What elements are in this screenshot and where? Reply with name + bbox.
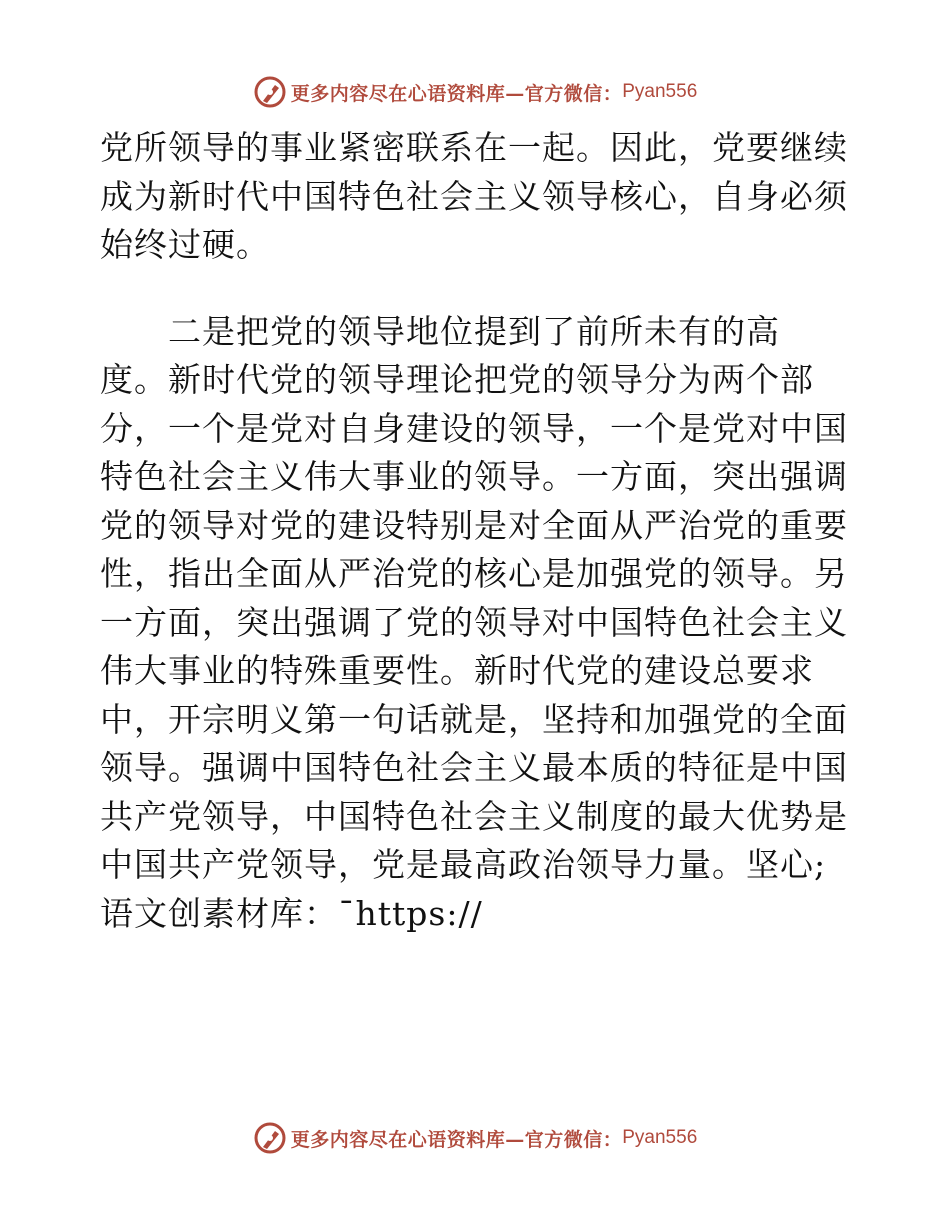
text-line: 中，开宗明义第一句话就是，坚持和加强党的全面 — [100, 699, 848, 739]
paragraph-2 — [100, 308, 848, 939]
text-line: 领导。强调中国特色社会主义最本质的特征是中国 — [100, 748, 848, 787]
text-line: 特色社会主义伟大事业的领导。一方面，突出强调 — [100, 457, 848, 496]
paragraph-1 — [100, 124, 848, 270]
text-line: 党的领导对党的建设特别是对全面从严治党的重要 — [100, 505, 848, 545]
banner-text: 更多内容尽在心语资料库—官方微信： — [290, 1128, 623, 1151]
text-line: 始终过硬。 — [100, 225, 270, 264]
header-banner — [0, 72, 950, 112]
text-line: 共产党领导，中国特色社会主义制度的最大优势是 — [100, 796, 848, 836]
pen-logo-icon — [253, 1121, 287, 1155]
text-line: 语文创素材库：¯https:// — [100, 893, 483, 933]
document-body — [100, 124, 848, 938]
text-line: 分，一个是党对自身建设的领导，一个是党对中国 — [100, 408, 848, 448]
pen-logo-icon — [253, 75, 287, 109]
text-line: 一方面，突出强调了党的领导对中国特色社会主义 — [100, 602, 848, 642]
text-line: 性，指出全面从严治党的核心是加强党的领导。另 — [100, 554, 848, 593]
text-line: 党所领导的事业紧密联系在一起。因此，党要继续 — [100, 128, 848, 167]
footer-banner — [0, 1118, 950, 1158]
banner-text: 更多内容尽在心语资料库—官方微信： — [290, 82, 623, 105]
text-line: 度。新时代党的领导理论把党的领导分为两个部 — [100, 360, 814, 399]
text-line: 中国共产党领导，党是最高政治领导力量。坚心; — [100, 845, 827, 884]
text-line: 成为新时代中国特色社会主义领导核心，自身必须 — [100, 176, 848, 216]
text-line: 伟大事业的特殊重要性。新时代党的建设总要求 — [100, 651, 814, 690]
banner-wechat-id: Pyan556 — [622, 81, 698, 102]
banner-wechat-id: Pyan556 — [622, 1127, 698, 1148]
text-line: 二是把党的领导地位提到了前所未有的高 — [100, 311, 780, 351]
